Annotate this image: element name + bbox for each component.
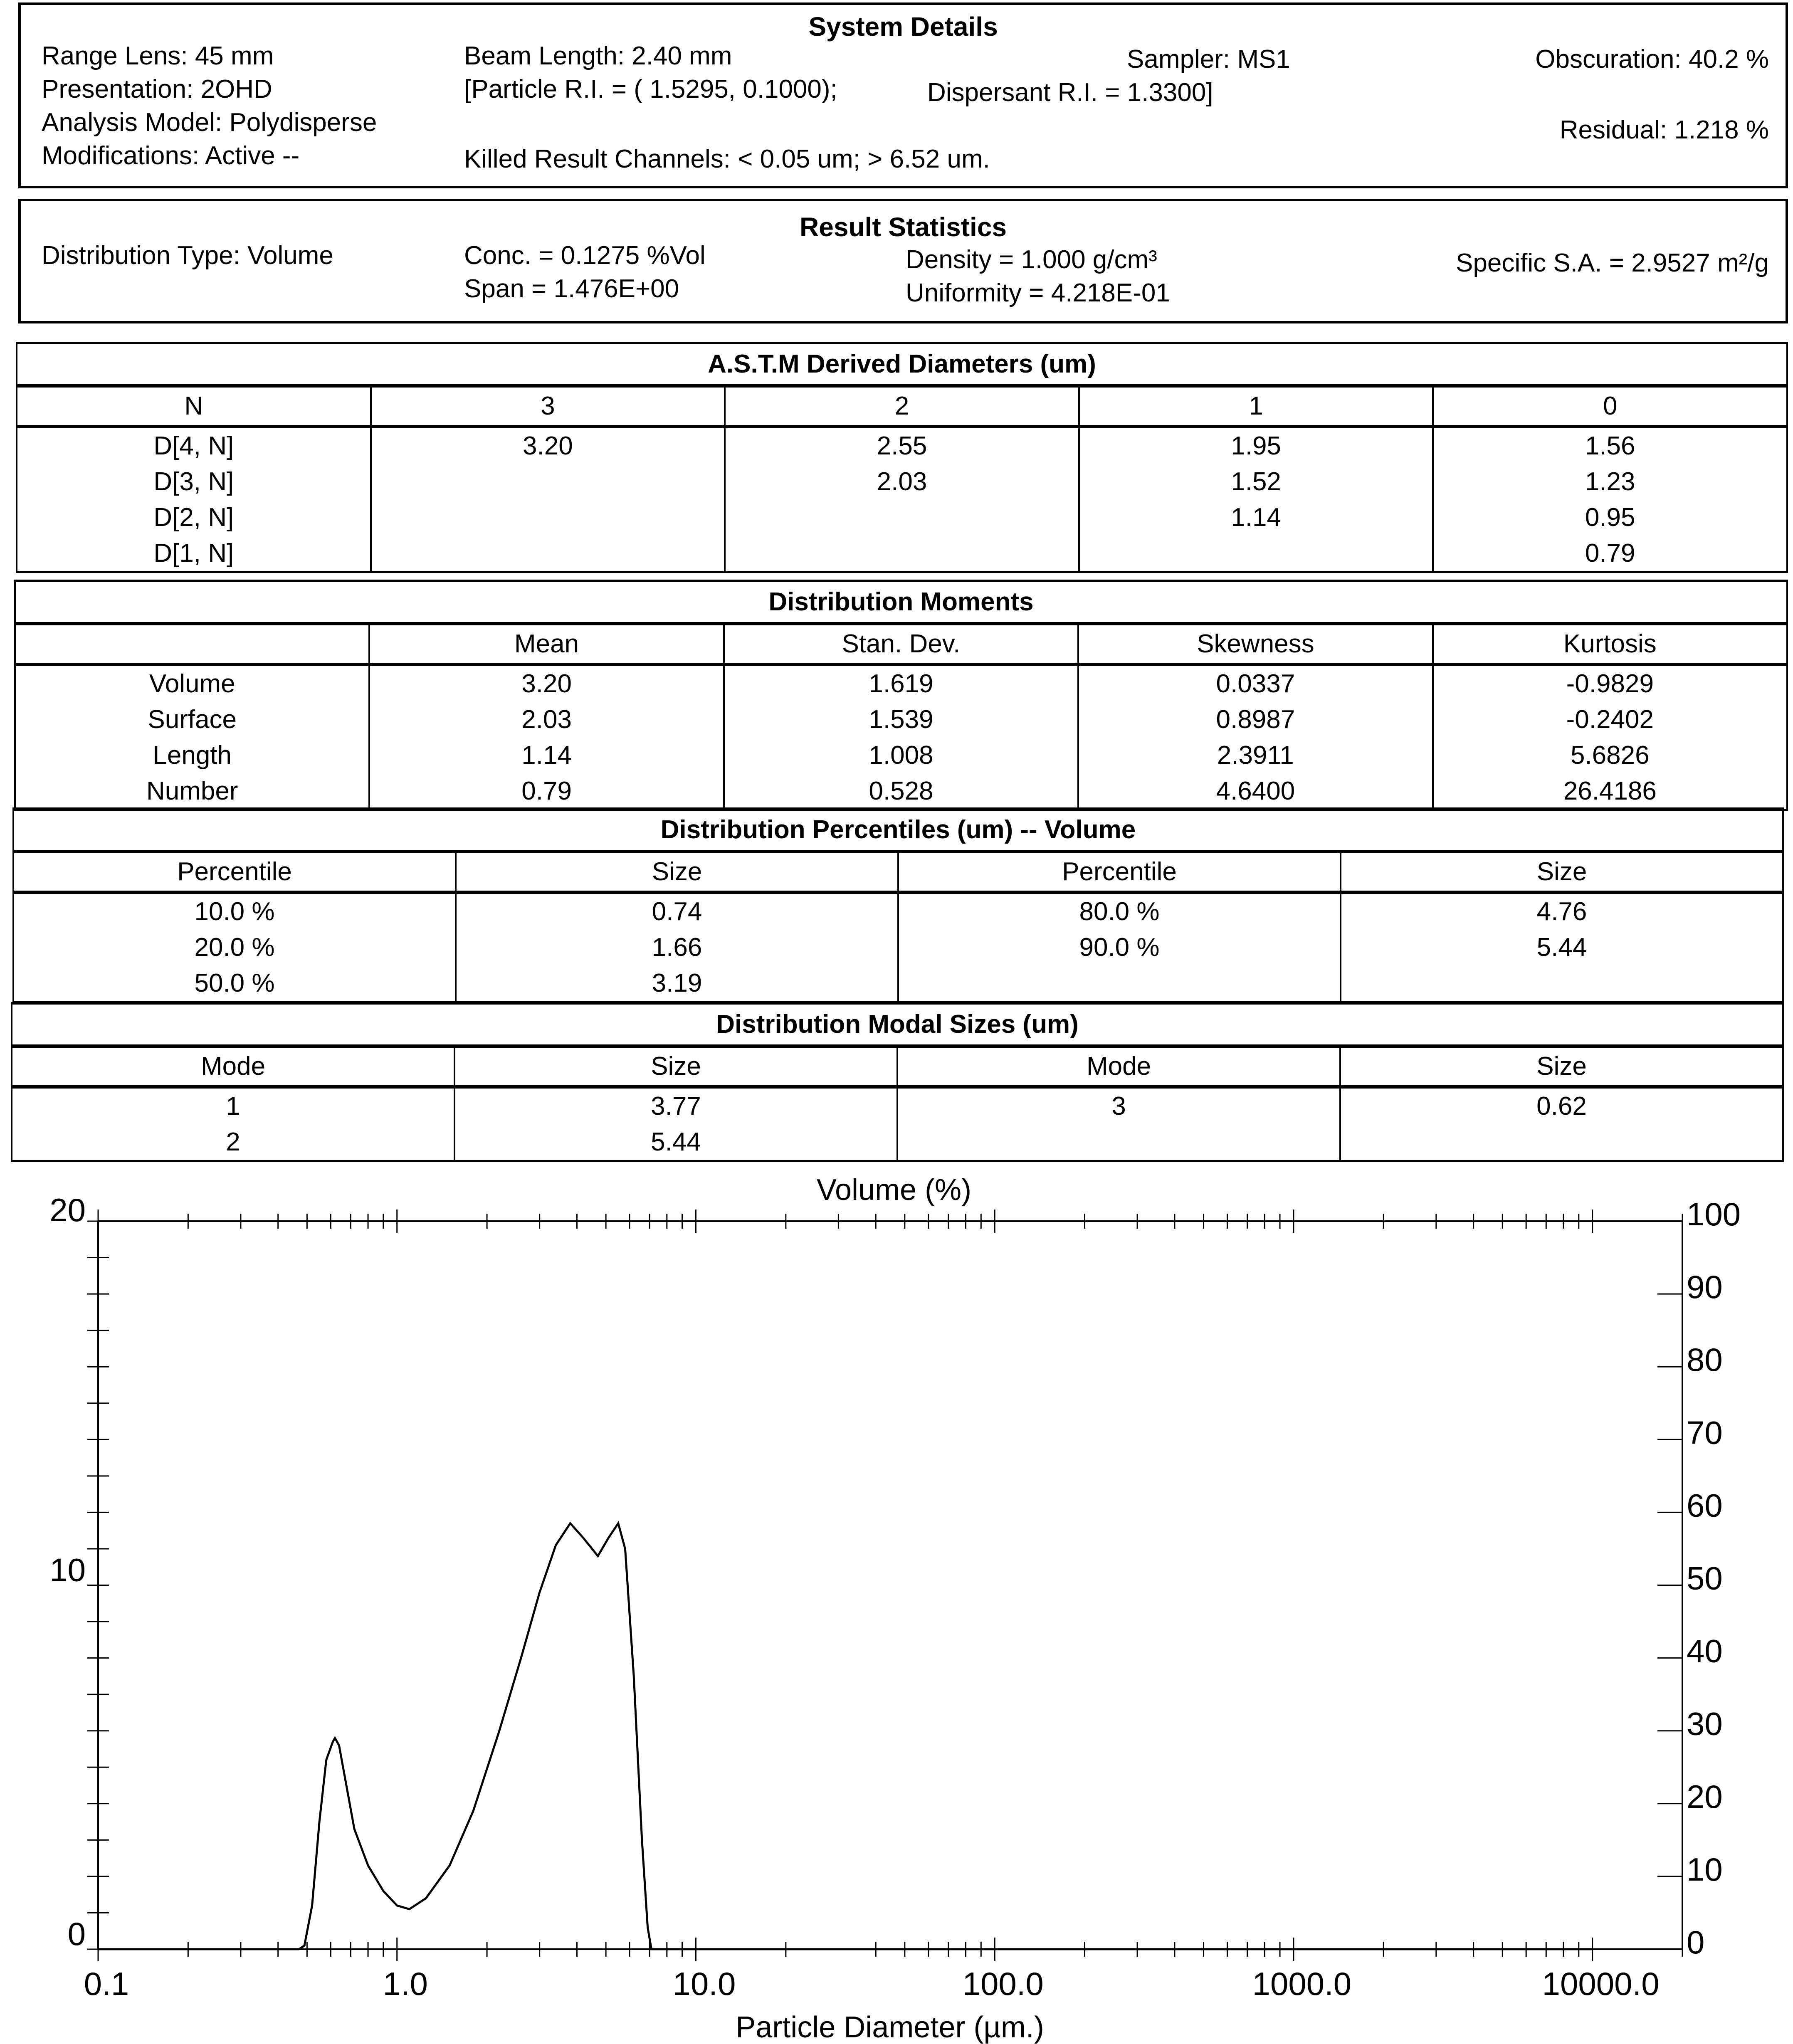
percentiles-col-3: [898, 892, 1341, 1002]
dispersant-ri: Dispersant R.I. = 1.3300]: [927, 78, 1213, 107]
x-axis-label: Particle Diameter (µm.): [736, 2011, 1044, 2044]
table-cell: 90.0 %: [1079, 933, 1160, 962]
moments-header: [15, 624, 369, 664]
killed-channels: Killed Result Channels: < 0.05 um; > 6.52 um.: [464, 145, 990, 173]
ticks: [87, 1210, 1682, 1961]
table-cell: 1.14: [1231, 503, 1281, 532]
modifications: Modifications: Active --: [42, 141, 300, 170]
percentiles-header: Size: [456, 852, 898, 892]
moments-header: Stan. Dev.: [724, 624, 1078, 664]
table-cell: [899, 965, 1340, 1001]
astm-col-3: [371, 427, 725, 572]
row-label: D[4, N]: [153, 432, 234, 460]
astm-col-0: [1433, 427, 1787, 572]
astm-header: 3: [371, 386, 725, 427]
range-lens: Range Lens: 45 mm: [42, 42, 274, 70]
result-statistics-panel: [18, 199, 1788, 323]
table-cell: 50.0 %: [194, 969, 275, 997]
obscuration: Obscuration: 40.2 %: [1535, 45, 1769, 74]
percentiles-header: Percentile: [898, 852, 1341, 892]
table-cell: 0.74: [652, 897, 702, 926]
y-tick-label: 20: [49, 1192, 86, 1228]
row-label: D[2, N]: [153, 503, 234, 532]
table-cell: 1.66: [652, 933, 702, 962]
table-cell: 0.0337: [1216, 669, 1295, 698]
modal-col-2: [454, 1087, 897, 1161]
y2-tick-label: 40: [1687, 1632, 1723, 1669]
sampler: Sampler: MS1: [1127, 45, 1290, 74]
table-cell: 1.14: [521, 741, 572, 770]
moments-col-kurtosis: [1433, 664, 1787, 810]
table-cell: 5.44: [1536, 933, 1587, 962]
x-tick-label: 10.0: [672, 1965, 736, 2002]
table-cell: 1.008: [869, 741, 934, 770]
table-cell: 3.20: [523, 432, 573, 460]
moments-title: Distribution Moments: [15, 581, 1787, 624]
x-tick-label: 100.0: [962, 1965, 1044, 2002]
table-cell: 0.79: [1585, 539, 1635, 568]
table-cell: 26.4186: [1563, 777, 1657, 805]
table-cell: [1341, 1124, 1782, 1160]
y-tick-label: 0: [67, 1916, 86, 1952]
astm-table: [16, 342, 1788, 573]
y2-tick-label: 60: [1687, 1487, 1723, 1524]
table-cell: 1.52: [1231, 467, 1281, 496]
table-cell: [372, 536, 724, 571]
table-cell: 2.03: [521, 705, 572, 734]
result-statistics-title: Result Statistics: [800, 212, 1007, 242]
modal-header: Size: [1340, 1046, 1783, 1087]
modal-header: Mode: [12, 1046, 454, 1087]
volume-distribution-chart: [0, 1156, 1793, 2044]
percentiles-col-2: [456, 892, 898, 1002]
x-tick-label: 0.1: [84, 1965, 129, 2002]
system-details-title: System Details: [808, 12, 998, 42]
chart-title: Volume (%): [816, 1173, 972, 1207]
table-cell: 2.55: [877, 432, 927, 460]
x-tick-label: 1.0: [383, 1965, 428, 2002]
conc: Conc. = 0.1275 %Vol: [464, 241, 706, 270]
table-cell: 0.95: [1585, 503, 1635, 532]
table-cell: 0.528: [869, 777, 934, 805]
table-cell: 1.539: [869, 705, 934, 734]
specific-sa: Specific S.A. = 2.9527 m²/g: [1456, 249, 1769, 277]
y2-tick-label: 30: [1687, 1705, 1723, 1742]
table-cell: 0.79: [521, 777, 572, 805]
moments-col-skewness: [1078, 664, 1432, 810]
percentiles-col-4: [1341, 892, 1783, 1002]
table-cell: 2: [226, 1128, 240, 1156]
moments-col-mean: [369, 664, 724, 810]
table-cell: [726, 500, 1078, 536]
astm-col-1: [1079, 427, 1433, 572]
table-cell: 2.03: [877, 467, 927, 496]
y2-tick-label: 100: [1687, 1196, 1741, 1232]
table-cell: 20.0 %: [194, 933, 275, 962]
x-tick-label: 10000.0: [1542, 1965, 1660, 2002]
analysis-model: Analysis Model: Polydisperse: [42, 108, 377, 137]
astm-title: A.S.T.M Derived Diameters (um): [17, 343, 1787, 386]
table-cell: [1341, 965, 1782, 1001]
row-label: Surface: [148, 705, 237, 734]
astm-header: 1: [1079, 386, 1433, 427]
tick-labels: [49, 1192, 1741, 2002]
row-label: Length: [153, 741, 232, 770]
modal-header: Mode: [897, 1046, 1340, 1087]
uniformity: Uniformity = 4.218E-01: [906, 279, 1170, 307]
y2-tick-label: 90: [1687, 1269, 1723, 1306]
row-label: Number: [146, 777, 238, 805]
table-cell: 1.619: [869, 669, 934, 698]
modal-title: Distribution Modal Sizes (um): [12, 1003, 1783, 1046]
table-cell: -0.9829: [1566, 669, 1654, 698]
beam-length: Beam Length: 2.40 mm: [464, 42, 732, 70]
span: Span = 1.476E+00: [464, 274, 679, 303]
table-cell: [726, 536, 1078, 571]
y-tick-label: 10: [49, 1551, 86, 1588]
moments-row-labels: [15, 664, 369, 810]
y2-tick-label: 80: [1687, 1341, 1723, 1378]
table-cell: 3: [1111, 1092, 1126, 1121]
modal-header: Size: [454, 1046, 897, 1087]
row-label: D[1, N]: [153, 539, 234, 568]
modal-col-4: [1340, 1087, 1783, 1161]
astm-header: 2: [725, 386, 1079, 427]
residual: Residual: 1.218 %: [1559, 116, 1769, 144]
moments-header: Skewness: [1078, 624, 1432, 664]
table-cell: 0.8987: [1216, 705, 1295, 734]
astm-header: 0: [1433, 386, 1787, 427]
y2-tick-label: 20: [1687, 1778, 1723, 1815]
table-cell: 80.0 %: [1079, 897, 1160, 926]
table-cell: 5.6826: [1570, 741, 1650, 770]
table-cell: 3.19: [652, 969, 702, 997]
percentiles-table: [12, 807, 1784, 1003]
table-cell: 4.6400: [1216, 777, 1295, 805]
moments-header: Kurtosis: [1433, 624, 1787, 664]
moments-table: [14, 580, 1788, 811]
astm-row-labels: [17, 427, 371, 572]
table-cell: 10.0 %: [194, 897, 275, 926]
x-tick-label: 1000.0: [1252, 1965, 1352, 2002]
table-cell: 2.3911: [1217, 741, 1294, 770]
table-cell: 4.76: [1536, 897, 1587, 926]
system-details-panel: [18, 2, 1788, 188]
astm-header: N: [17, 386, 371, 427]
modal-col-1: [12, 1087, 454, 1161]
table-cell: 3.20: [521, 669, 572, 698]
moments-header: Mean: [369, 624, 724, 664]
table-cell: 1.23: [1585, 467, 1635, 496]
volume-curve: [98, 1523, 1593, 1949]
table-cell: 5.44: [651, 1128, 701, 1156]
table-cell: 1: [226, 1092, 240, 1121]
table-cell: -0.2402: [1566, 705, 1654, 734]
y2-tick-label: 10: [1687, 1851, 1723, 1888]
y2-tick-label: 0: [1687, 1924, 1705, 1960]
table-cell: [372, 464, 724, 500]
table-cell: [898, 1124, 1339, 1160]
density: Density = 1.000 g/cm³: [906, 245, 1157, 274]
modal-col-3: [897, 1087, 1340, 1161]
percentiles-col-1: [13, 892, 456, 1002]
table-cell: 1.56: [1585, 432, 1635, 460]
percentiles-header: Size: [1341, 852, 1783, 892]
row-label: D[3, N]: [153, 467, 234, 496]
table-cell: 0.62: [1536, 1092, 1587, 1121]
axes: [98, 1221, 1682, 1949]
percentiles-header: Percentile: [13, 852, 456, 892]
table-cell: 1.95: [1231, 432, 1281, 460]
row-label: Volume: [149, 669, 235, 698]
particle-ri: [Particle R.I. = ( 1.5295, 0.1000);: [464, 75, 837, 104]
astm-col-2: [725, 427, 1079, 572]
y2-tick-label: 50: [1687, 1560, 1723, 1597]
modal-sizes-table: [11, 1002, 1784, 1162]
presentation: Presentation: 2OHD: [42, 75, 272, 104]
distribution-type: Distribution Type: Volume: [42, 241, 333, 270]
y2-tick-label: 70: [1687, 1414, 1723, 1451]
table-cell: [372, 500, 724, 536]
moments-col-stdev: [724, 664, 1078, 810]
percentiles-title: Distribution Percentiles (um) -- Volume: [13, 809, 1783, 852]
table-cell: 3.77: [651, 1092, 701, 1121]
table-cell: [1080, 536, 1432, 571]
